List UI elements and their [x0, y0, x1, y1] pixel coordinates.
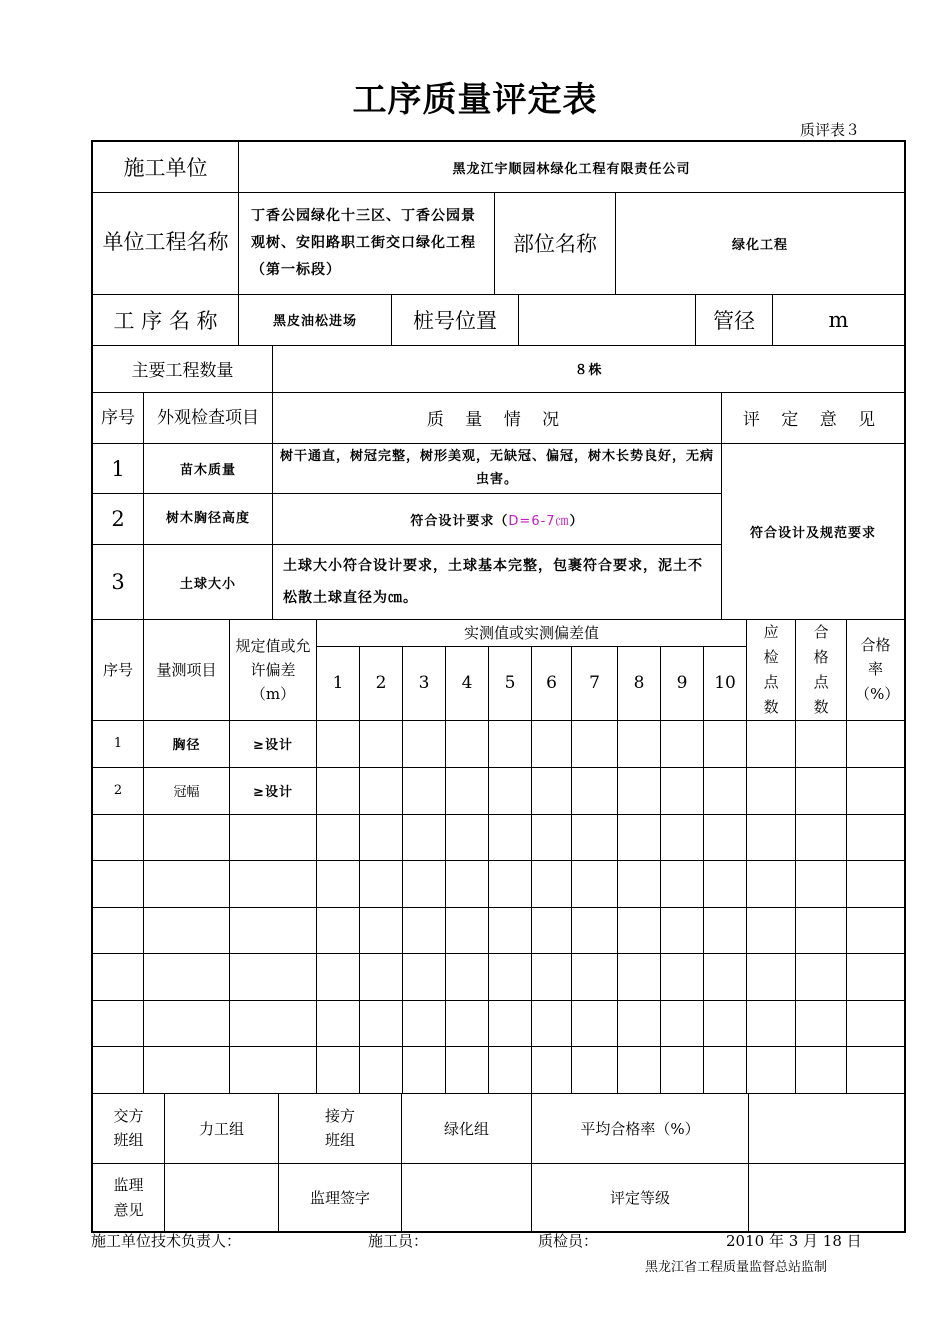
- appearance-col-item: 外观检查项目: [144, 393, 273, 444]
- measure-cell[interactable]: [572, 767, 618, 814]
- quality-text: 符合设计要求（: [410, 513, 509, 529]
- measure-cell[interactable]: [144, 861, 230, 908]
- tech-lead-label: 施工单位技术负责人：: [91, 1232, 242, 1250]
- measure-cell[interactable]: [317, 1047, 360, 1094]
- measure-col-pass: 合格点数: [796, 620, 847, 720]
- measure-cell[interactable]: [360, 1047, 403, 1094]
- measure-cell[interactable]: [317, 954, 360, 1001]
- measure-index-4: 4: [446, 646, 489, 720]
- project-table: [92, 193, 905, 295]
- measure-cell[interactable]: [93, 861, 144, 908]
- diameter-highlight: D=6-7㎝: [508, 513, 570, 529]
- measure-cell[interactable]: [360, 814, 403, 861]
- measure-cell[interactable]: [144, 954, 230, 1001]
- measure-cell[interactable]: [489, 1047, 532, 1094]
- measure-cell[interactable]: [704, 767, 747, 814]
- measure-cell[interactable]: [403, 861, 446, 908]
- measure-cell[interactable]: [747, 954, 796, 1001]
- measure-cell[interactable]: [618, 954, 661, 1001]
- measure-cell[interactable]: [360, 861, 403, 908]
- measure-cell[interactable]: [489, 814, 532, 861]
- measure-cell[interactable]: [230, 1047, 317, 1094]
- measure-cell[interactable]: [230, 1000, 317, 1047]
- measure-cell[interactable]: [661, 767, 704, 814]
- measure-index-5: 5: [489, 646, 532, 720]
- measure-cell[interactable]: [704, 1000, 747, 1047]
- appearance-col-quality: 质 量 情 况: [273, 393, 722, 444]
- measure-cell[interactable]: [317, 814, 360, 861]
- table-row: [93, 767, 905, 814]
- measure-cell[interactable]: [489, 907, 532, 954]
- measure-index-9: 9: [661, 646, 704, 720]
- measure-cell[interactable]: [704, 954, 747, 1001]
- project-label: 单位工程名称: [93, 193, 239, 294]
- measure-cell[interactable]: [847, 907, 905, 954]
- measure-cell[interactable]: [446, 720, 489, 767]
- measure-cell[interactable]: [230, 954, 317, 1001]
- constructor-label: 施工员：: [368, 1232, 429, 1250]
- measure-cell[interactable]: [446, 1000, 489, 1047]
- measure-cell[interactable]: [317, 1000, 360, 1047]
- measure-cell[interactable]: [446, 767, 489, 814]
- measure-cell[interactable]: [747, 767, 796, 814]
- measure-index-10: 10: [704, 646, 747, 720]
- measure-cell[interactable]: [847, 1047, 905, 1094]
- measure-cell[interactable]: [847, 814, 905, 861]
- process-value[interactable]: 黑皮油松进场: [239, 295, 392, 346]
- measure-cell[interactable]: [618, 907, 661, 954]
- measure-cell[interactable]: [661, 1000, 704, 1047]
- appearance-row-no: 2: [93, 494, 144, 545]
- appearance-table: [92, 393, 905, 621]
- measure-cell[interactable]: [661, 814, 704, 861]
- measure-cell[interactable]: [847, 861, 905, 908]
- measure-cell[interactable]: [403, 814, 446, 861]
- measure-cell[interactable]: [446, 907, 489, 954]
- appearance-row-item: 苗木质量: [144, 444, 273, 494]
- process-label: 工 序 名 称: [93, 295, 239, 346]
- measure-cell[interactable]: [532, 1000, 572, 1047]
- measure-cell[interactable]: [93, 814, 144, 861]
- station-value[interactable]: [519, 295, 696, 346]
- measure-cell[interactable]: [317, 720, 360, 767]
- measure-cell[interactable]: [572, 907, 618, 954]
- appearance-col-opinion: 评 定 意 见: [722, 393, 905, 444]
- measure-index-7: 7: [572, 646, 618, 720]
- measure-cell[interactable]: [446, 1047, 489, 1094]
- supervision-label: 监理意见: [93, 1164, 165, 1232]
- measure-cell[interactable]: [446, 954, 489, 1001]
- measure-cell[interactable]: [572, 1047, 618, 1094]
- appearance-row-item: 土球大小: [144, 545, 273, 620]
- receive-label: 接方班组: [279, 1094, 402, 1164]
- measure-cell[interactable]: [618, 720, 661, 767]
- process-table: [92, 295, 905, 347]
- project-value[interactable]: 丁香公园绿化十三区、丁香公园景观树、安阳路职工街交口绿化工程（第一标段）: [239, 193, 495, 294]
- measure-index-6: 6: [532, 646, 572, 720]
- measure-cell[interactable]: [796, 954, 847, 1001]
- measure-cell[interactable]: [532, 767, 572, 814]
- date-text: 2010 年 3 月 18 日: [726, 1232, 862, 1250]
- measure-cell[interactable]: [532, 1047, 572, 1094]
- sign-label: 监理签字: [279, 1164, 402, 1232]
- measure-index-8: 8: [618, 646, 661, 720]
- measure-index-1: 1: [317, 646, 360, 720]
- measure-cell[interactable]: [317, 767, 360, 814]
- measure-cell[interactable]: [572, 954, 618, 1001]
- measure-cell[interactable]: [661, 954, 704, 1001]
- measure-cell[interactable]: [144, 1047, 230, 1094]
- appearance-row-no: 3: [93, 545, 144, 620]
- evaluation-sheet: [91, 140, 906, 1233]
- measure-cell[interactable]: [796, 907, 847, 954]
- measure-row-item: 胸径: [144, 720, 230, 767]
- measure-cell[interactable]: [572, 1000, 618, 1047]
- measure-cell[interactable]: [489, 954, 532, 1001]
- measure-cell[interactable]: [317, 861, 360, 908]
- measure-cell[interactable]: [847, 767, 905, 814]
- measure-cell[interactable]: [360, 954, 403, 1001]
- measure-cell[interactable]: [532, 954, 572, 1001]
- quantity-table: [92, 346, 905, 393]
- measure-cell[interactable]: [661, 907, 704, 954]
- table-row: [93, 720, 905, 767]
- measure-cell[interactable]: [532, 907, 572, 954]
- measure-cell[interactable]: [403, 1000, 446, 1047]
- appearance-opinion[interactable]: 符合设计及规范要求: [722, 444, 905, 620]
- measure-cell[interactable]: [796, 814, 847, 861]
- measure-col-rate: 合格率（%）: [847, 620, 905, 720]
- measure-cell[interactable]: [796, 861, 847, 908]
- measure-cell[interactable]: [618, 1047, 661, 1094]
- measure-cell[interactable]: [747, 861, 796, 908]
- measure-col-spec: 规定值或允许偏差（m）: [230, 620, 317, 720]
- measure-cell[interactable]: [489, 1000, 532, 1047]
- grade-value[interactable]: [749, 1164, 905, 1232]
- measure-cell[interactable]: [747, 814, 796, 861]
- measure-cell[interactable]: [572, 861, 618, 908]
- measure-cell[interactable]: [704, 1047, 747, 1094]
- measure-cell[interactable]: [572, 814, 618, 861]
- measure-cell[interactable]: [747, 1047, 796, 1094]
- measure-cell[interactable]: [144, 1000, 230, 1047]
- measure-cell[interactable]: [847, 720, 905, 767]
- measure-cell[interactable]: [93, 1047, 144, 1094]
- measure-cell[interactable]: [317, 907, 360, 954]
- measure-col-no: 序号: [93, 620, 144, 720]
- measure-cell[interactable]: [796, 767, 847, 814]
- quality-text: ）: [569, 513, 584, 529]
- measure-cell[interactable]: [661, 1047, 704, 1094]
- measure-cell[interactable]: [704, 907, 747, 954]
- appearance-col-no: 序号: [93, 393, 144, 444]
- appearance-row-no: 1: [93, 444, 144, 494]
- measure-cell[interactable]: [747, 1000, 796, 1047]
- measure-cell[interactable]: [661, 861, 704, 908]
- measure-cell[interactable]: [847, 954, 905, 1001]
- measure-cell[interactable]: [661, 720, 704, 767]
- measurement-table: [92, 620, 905, 1094]
- quantity-value[interactable]: ８株: [273, 346, 905, 392]
- measure-cell[interactable]: [704, 861, 747, 908]
- measure-cell[interactable]: [618, 814, 661, 861]
- measure-row-no: 1: [93, 720, 144, 767]
- unit-table: [92, 141, 905, 193]
- measure-cell[interactable]: [489, 861, 532, 908]
- measure-cell[interactable]: [532, 720, 572, 767]
- measure-cell[interactable]: [230, 861, 317, 908]
- measure-cell[interactable]: [796, 720, 847, 767]
- measure-cell[interactable]: [446, 814, 489, 861]
- measure-cell[interactable]: [532, 861, 572, 908]
- measure-cell[interactable]: [572, 720, 618, 767]
- measure-row-spec: ≥设计: [230, 720, 317, 767]
- part-label: 部位名称: [495, 193, 616, 294]
- part-value[interactable]: 绿化工程: [616, 193, 905, 294]
- table-row: [93, 1047, 905, 1094]
- table-row: [93, 954, 905, 1001]
- measure-cell[interactable]: [489, 720, 532, 767]
- measure-cell[interactable]: [747, 720, 796, 767]
- pipe-value[interactable]: m: [773, 295, 905, 346]
- measure-cell[interactable]: [704, 814, 747, 861]
- measure-cell[interactable]: [403, 907, 446, 954]
- measure-row-spec: ≥设计: [230, 767, 317, 814]
- inspector-label: 质检员：: [538, 1232, 599, 1250]
- measure-cell[interactable]: [144, 907, 230, 954]
- measure-cell[interactable]: [704, 720, 747, 767]
- measure-cell[interactable]: [230, 814, 317, 861]
- measure-cell[interactable]: [747, 907, 796, 954]
- avg-value[interactable]: [749, 1094, 905, 1164]
- handover-label: 交方班组: [93, 1094, 165, 1164]
- appearance-row-quality[interactable]: [273, 494, 722, 545]
- measure-col-item: 量测项目: [144, 620, 230, 720]
- measure-index-3: 3: [403, 646, 446, 720]
- table-row: [93, 814, 905, 861]
- measure-cell[interactable]: [847, 1000, 905, 1047]
- pipe-label: 管径: [696, 295, 773, 346]
- measure-cell[interactable]: [360, 767, 403, 814]
- station-label: 桩号位置: [392, 295, 519, 346]
- grade-label: 评定等级: [532, 1164, 749, 1232]
- measure-index-2: 2: [360, 646, 403, 720]
- measure-cell[interactable]: [93, 1000, 144, 1047]
- supervisor-org: 黑龙江省工程质量监督总站监制: [645, 1260, 828, 1275]
- measure-cell[interactable]: [796, 1000, 847, 1047]
- measure-cell[interactable]: [618, 767, 661, 814]
- measure-cell[interactable]: [618, 1000, 661, 1047]
- form-number: 质评表３: [799, 121, 860, 139]
- measure-col-measured: 实测值或实测偏差值: [317, 620, 747, 646]
- measure-cell[interactable]: [618, 861, 661, 908]
- receive-value[interactable]: 绿化组: [402, 1094, 532, 1164]
- quantity-label: 主要工程数量: [93, 346, 273, 392]
- measure-cell[interactable]: [489, 767, 532, 814]
- unit-value[interactable]: 黑龙江宇顺园林绿化工程有限责任公司: [239, 142, 905, 193]
- measure-cell[interactable]: [446, 861, 489, 908]
- supervision-value[interactable]: [165, 1164, 279, 1232]
- measure-cell[interactable]: [360, 720, 403, 767]
- measure-cell[interactable]: [93, 954, 144, 1001]
- measure-cell[interactable]: [144, 814, 230, 861]
- table-row: [93, 861, 905, 908]
- measure-row-no: 2: [93, 767, 144, 814]
- measure-cell[interactable]: [403, 954, 446, 1001]
- measure-cell[interactable]: [93, 907, 144, 954]
- appearance-row-quality[interactable]: 树干通直，树冠完整，树形美观，无缺冠、偏冠，树木长势良好，无病虫害。: [273, 444, 722, 494]
- handover-table: [92, 1094, 905, 1233]
- measure-cell[interactable]: [532, 814, 572, 861]
- measure-cell[interactable]: [403, 720, 446, 767]
- handover-value[interactable]: 力工组: [165, 1094, 279, 1164]
- measure-cell[interactable]: [403, 1047, 446, 1094]
- appearance-row-item: 树木胸径高度: [144, 494, 273, 545]
- table-row: [93, 1000, 905, 1047]
- appearance-row-quality[interactable]: 土球大小符合设计要求，土球基本完整，包裹符合要求，泥土不松散土球直径为㎝。: [273, 545, 722, 620]
- measure-cell[interactable]: [403, 767, 446, 814]
- measure-cell[interactable]: [230, 907, 317, 954]
- measure-cell[interactable]: [796, 1047, 847, 1094]
- sign-value[interactable]: [402, 1164, 532, 1232]
- avg-label: 平均合格率（%）: [532, 1094, 749, 1164]
- unit-label: 施工单位: [93, 142, 239, 193]
- measure-row-item: 冠幅: [144, 767, 230, 814]
- measure-cell[interactable]: [360, 1000, 403, 1047]
- measure-col-points: 应检点数: [747, 620, 796, 720]
- table-row: [93, 907, 905, 954]
- page-title: 工序质量评定表: [352, 80, 598, 120]
- measure-cell[interactable]: [360, 907, 403, 954]
